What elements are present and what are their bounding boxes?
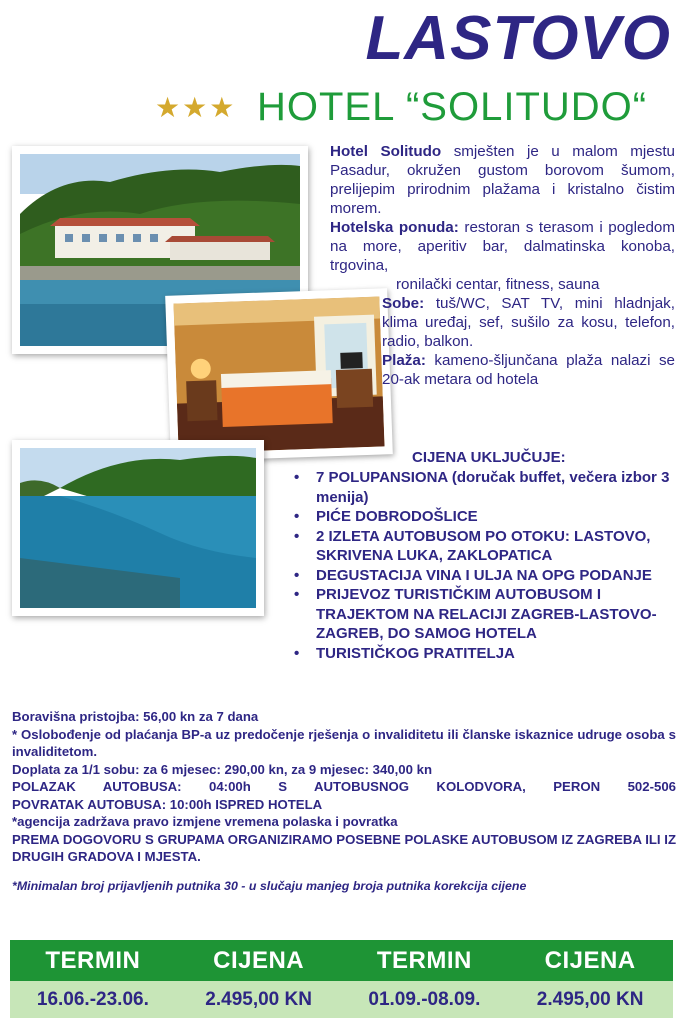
intro-label: Hotel Solitudo <box>330 143 442 160</box>
list-item: • PIĆE DOBRODOŠLICE <box>292 507 677 527</box>
term-date-2: 01.09.-08.09. <box>368 988 481 1010</box>
term-price-2: 2.495,00 KN <box>536 988 644 1010</box>
price-table-header <box>10 940 673 981</box>
bus-departure: POLAZAK AUTOBUSA: 04:00h S AUTOBUSNOG KOLODVORA, PERON 502-506 <box>12 779 676 794</box>
header-termin-2: TERMIN <box>376 946 472 974</box>
header-cijena-2: CIJENA <box>544 946 636 974</box>
includes-list <box>292 468 677 663</box>
single-room-supplement: Doplata za 1/1 sobu: za 6 mjesec: 290,00 kn, za 9 mjesec: 340,00 kn <box>12 761 433 777</box>
intro-text: smješten je u malom mjestu Pasadur, okružen gustom borovom šumom, prelijepim prirodnim plažama i kristalno čistim morem. <box>330 143 675 217</box>
beach-text: kameno-šljunčana plaža nalazi se 20-ak metara od hotela <box>382 352 675 388</box>
tourist-tax: Boravišna pristojba: 56,00 kn za 7 dana <box>12 709 259 724</box>
tax-exemption: * Oslobođenje od plaćanja BP-a uz predočenje rješenja o invaliditetu ili članske iskaznice udruge osoba s invaliditetom. <box>12 726 676 759</box>
list-item: • 2 IZLETA AUTOBUSOM PO OTOKU: LASTOVO, SKRIVENA LUKA, ZAKLOPATICA <box>292 527 677 566</box>
header-termin-1: TERMIN <box>45 946 141 974</box>
bus-return: POVRATAK AUTOBUSA: 10:00h ISPRED HOTELA <box>12 796 323 812</box>
includes-title: CIJENA UKLJUČUJE: <box>412 449 566 466</box>
table-row <box>10 981 673 1018</box>
rooms-text: tuš/WC, SAT TV, mini hladnjak, klima uređaj, sef, sušilo za kosu, telefon, radio, balkon. <box>382 295 675 350</box>
list-item: • DEGUSTACIJA VINA I ULJA NA OPG PODANJE <box>292 566 677 586</box>
offer-label: Hotelska ponuda: <box>330 219 459 236</box>
beach-label: Plaža: <box>382 352 426 369</box>
hotel-description <box>330 142 675 389</box>
beach-photo <box>12 440 264 616</box>
agency-note: *agencija zadržava pravo izmjene vremena polaska i povratka <box>12 814 398 829</box>
list-item: • PRIJEVOZ TURISTIČKIM AUTOBUSOM I TRAJEKTOM NA RELACIJI ZAGREB-LASTOVO-ZAGREB, DO SAMOG HOTELA <box>292 585 677 644</box>
notes-section <box>12 708 676 895</box>
term-date-1: 16.06.-23.06. <box>36 988 149 1010</box>
hotel-name: HOTEL “SOLITUDO“ <box>257 85 648 129</box>
price-table <box>10 940 673 1018</box>
rooms-label: Sobe: <box>382 295 425 312</box>
page-title: LASTOVO <box>365 4 671 73</box>
groups-note: PREMA DOGOVORU S GRUPAMA ORGANIZIRAMO POSEBNE POLASKE AUTOBUSOM IZ ZAGREBA ILI IZ DRUGIH GRADOVA I MJESTA. <box>12 831 676 864</box>
list-item: • 7 POLUPANSIONA (doručak buffet, večera izbor 3 menija) <box>292 468 677 507</box>
header-cijena-1: CIJENA <box>213 946 305 974</box>
offer-text-2: ronilački centar, fitness, sauna <box>396 276 600 293</box>
term-price-1: 2.495,00 KN <box>205 988 312 1010</box>
list-item: • TURISTIČKOG PRATITELJA <box>292 644 677 664</box>
offer-text: restoran s terasom i pogledom na more, aperitiv bar, dalmatinska konoba, trgovina, <box>330 219 675 274</box>
hotel-stars: ★★★ <box>155 92 237 123</box>
minimum-passengers-note: *Minimalan broj prijavljenih putnika 30 - u slučaju manjeg broja putnika korekcija cijene <box>12 878 527 893</box>
